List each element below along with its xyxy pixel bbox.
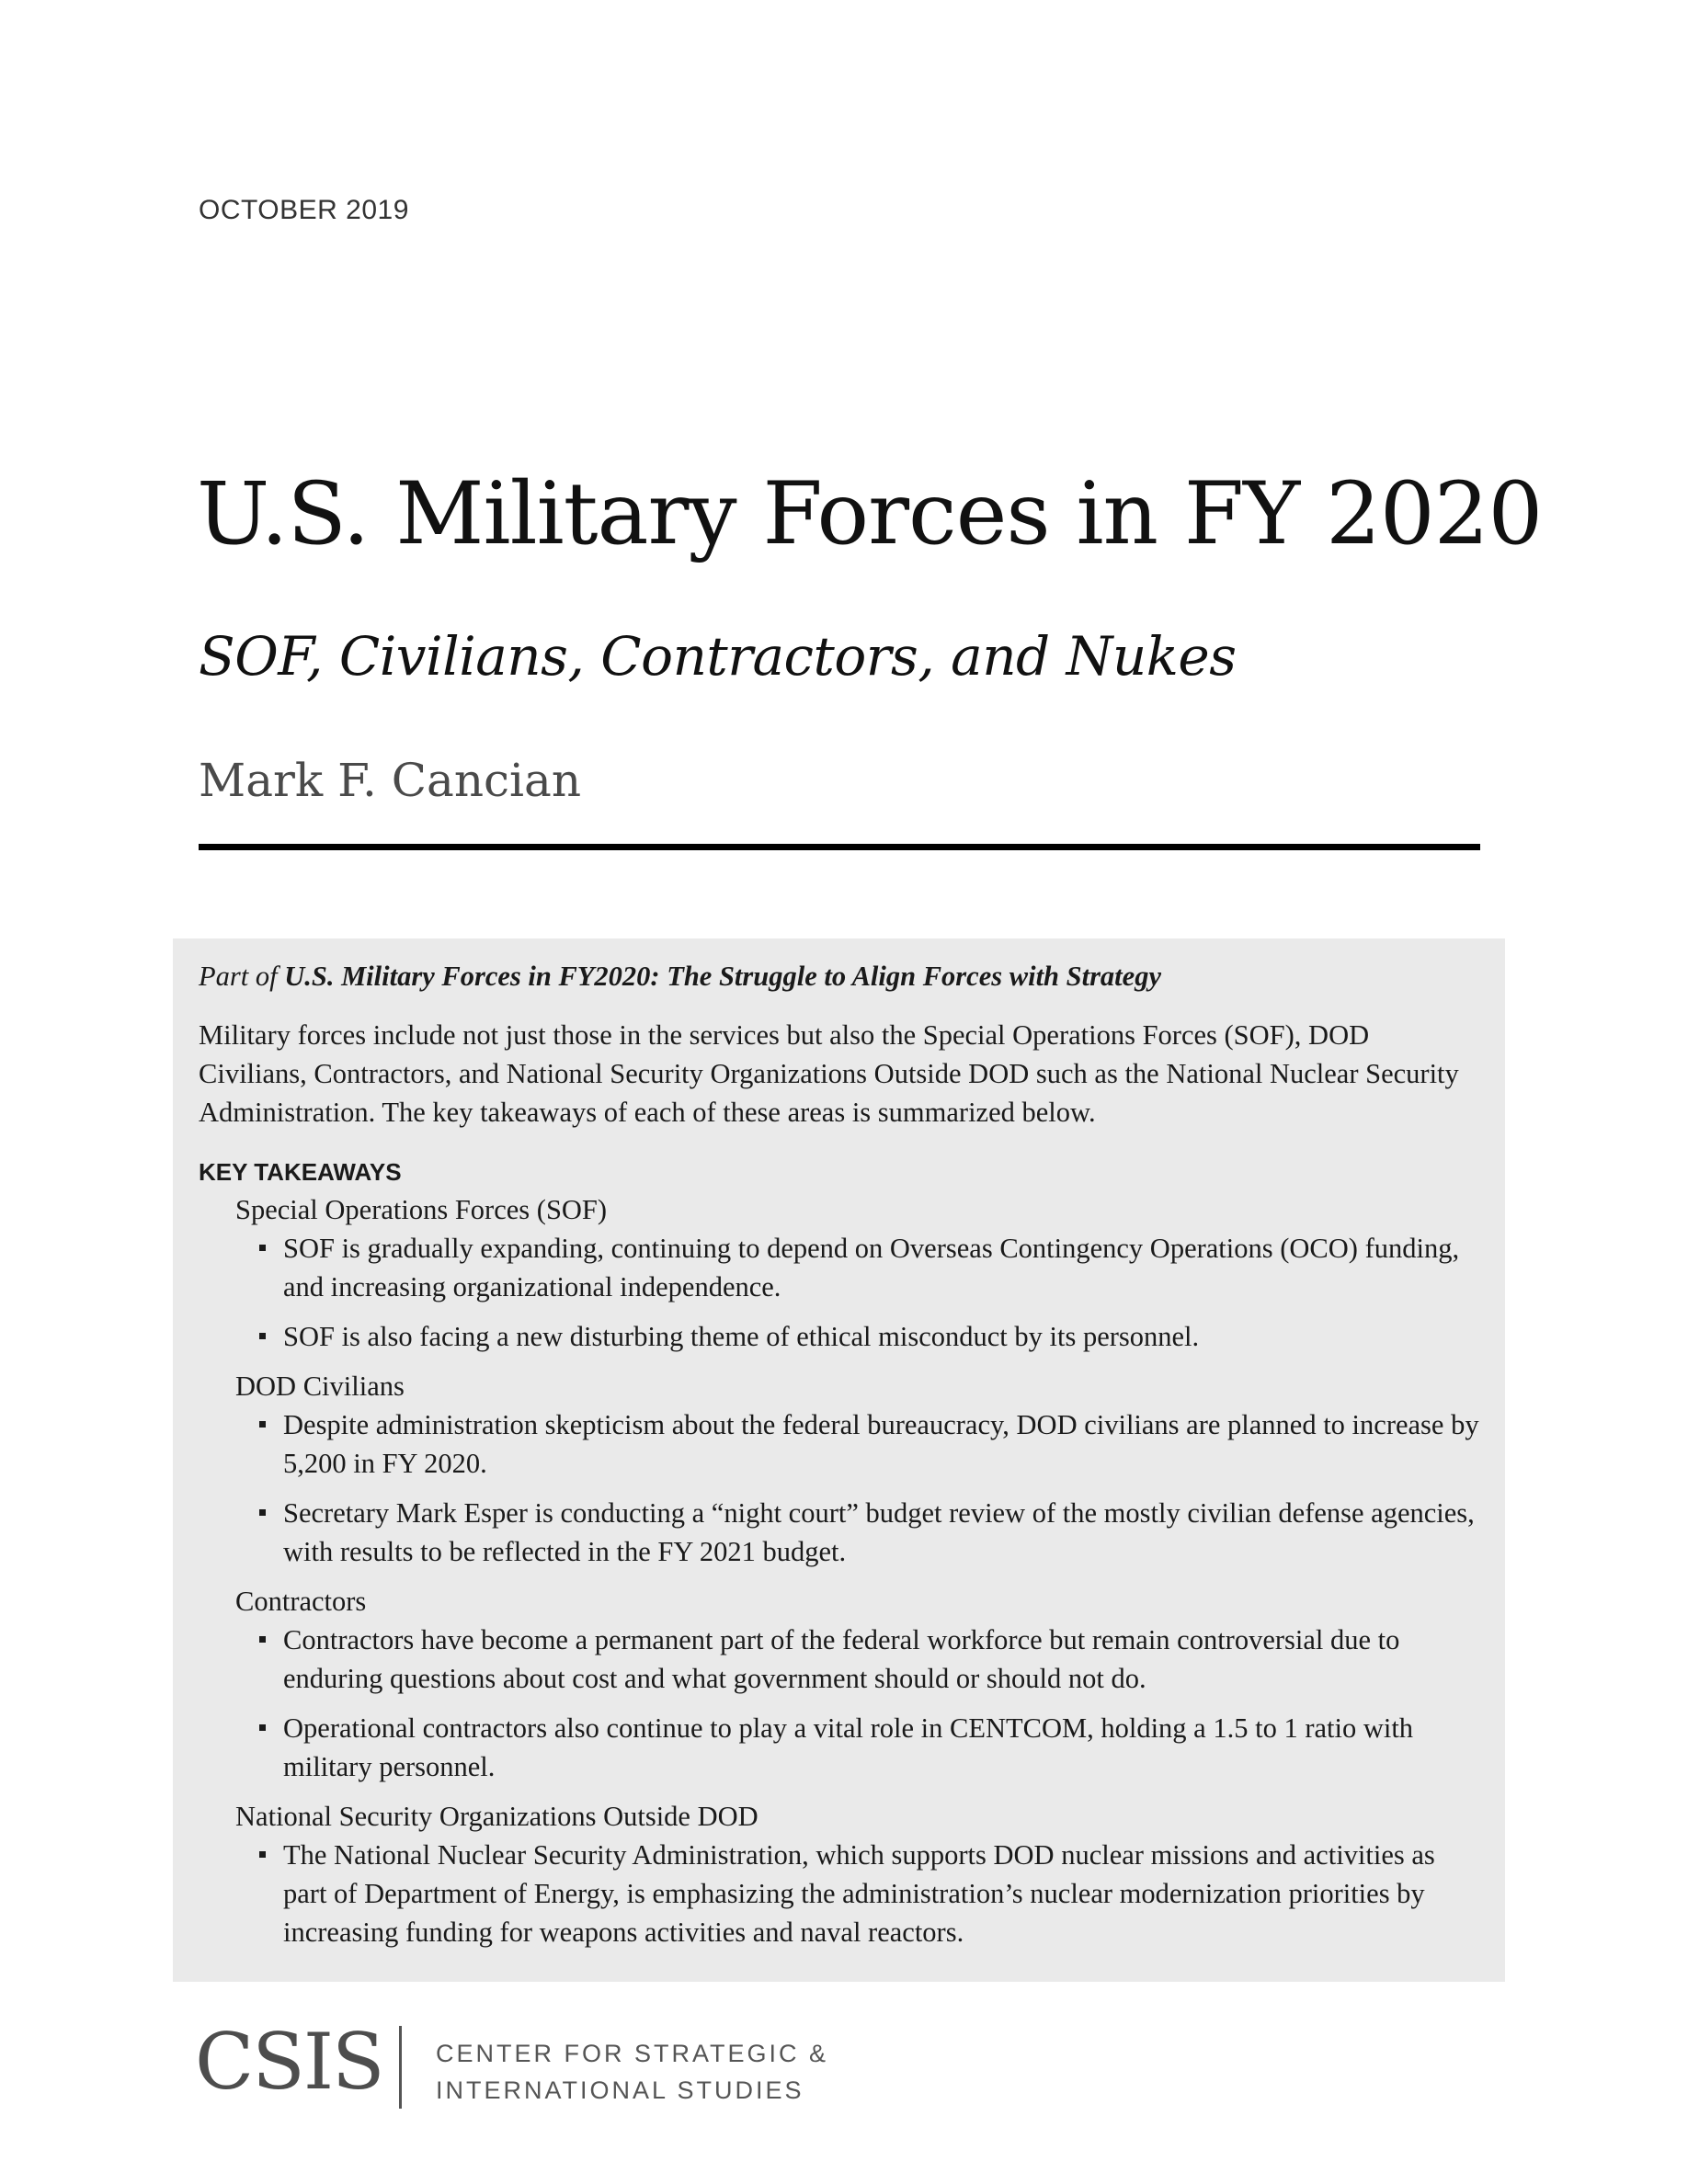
- list-item: [283, 1317, 1479, 1356]
- section-heading-contractors: Contractors: [235, 1586, 367, 1617]
- series-reference: [199, 957, 1479, 995]
- list-item: [283, 1621, 1479, 1698]
- bullet-icon: [259, 1421, 266, 1428]
- bullet-icon: [259, 1245, 266, 1251]
- document-title: U.S. Military Forces in FY 2020: [197, 464, 1543, 564]
- bullet-icon: [259, 1509, 266, 1516]
- series-prefix: Part of: [199, 961, 285, 992]
- logo-divider: [399, 2026, 402, 2109]
- section-heading-national-security: National Security Organizations Outside DOD: [235, 1801, 758, 1832]
- list-item: [283, 1405, 1479, 1483]
- bullet-icon: [259, 1333, 266, 1339]
- bullet-text: Despite administration skepticism about the federal bureaucracy, DOD civilians are planned to increase by 5,200 in FY 2020.: [283, 1409, 1479, 1479]
- summary-box: [173, 938, 1505, 1982]
- section-bullets-dod-civilians: [199, 1405, 1479, 1571]
- summary-intro: Military forces include not just those in the services but also the Special Operations Forces (SOF), DOD Civilians, Contractors, and National Security Organizations Outside DOD such as the National Nuclear Security Administration. The key takeaways of each of these areas is summarized below.: [199, 1019, 1459, 1128]
- section-bullets-national-security: [199, 1836, 1479, 1951]
- list-item: [283, 1836, 1479, 1951]
- list-item: [283, 1709, 1479, 1786]
- bullet-text: Operational contractors also continue to play a vital role in CENTCOM, holding a 1.5 to 1 ratio with military personnel.: [283, 1712, 1414, 1782]
- section-bullets-contractors: [199, 1621, 1479, 1786]
- section-heading-sof: Special Operations Forces (SOF): [235, 1194, 608, 1225]
- author-name: Mark F. Cancian: [199, 754, 582, 807]
- publication-date: OCTOBER 2019: [199, 195, 409, 225]
- logo-organization-name: [436, 2035, 828, 2109]
- bullet-text: Contractors have become a permanent part of the federal workforce but remain controversial due to enduring questions about cost and what government should or should not do.: [283, 1624, 1400, 1694]
- bullet-text: SOF is also facing a new disturbing theme of ethical misconduct by its personnel.: [283, 1321, 1200, 1352]
- logo-name-line-2: INTERNATIONAL STUDIES: [436, 2076, 804, 2104]
- logo-wordmark: CSIS: [195, 2017, 383, 2107]
- bullet-text: Secretary Mark Esper is conducting a “night court” budget review of the mostly civilian defense agencies, with results to be reflected in the FY 2021 budget.: [283, 1497, 1475, 1567]
- logo-name-line-1: CENTER FOR STRATEGIC &: [436, 2040, 829, 2067]
- bullet-icon: [259, 1724, 266, 1731]
- bullet-text: SOF is gradually expanding, continuing to depend on Overseas Contingency Operations (OCO) funding, and increasing organizational independence.: [283, 1233, 1460, 1302]
- section-bullets-sof: [199, 1229, 1479, 1356]
- bullet-text: The National Nuclear Security Administration, which supports DOD nuclear missions and activities as part of Department of Energy, is emphasizing the administration’s nuclear modernization priorities by increasing funding for weapons activities and naval reactors.: [283, 1839, 1435, 1948]
- series-title: U.S. Military Forces in FY2020: The Struggle to Align Forces with Strategy: [284, 961, 1161, 992]
- list-item: [283, 1494, 1479, 1571]
- section-heading-dod-civilians: DOD Civilians: [235, 1371, 405, 1402]
- bullet-icon: [259, 1636, 266, 1643]
- list-item: [283, 1229, 1479, 1306]
- bullet-icon: [259, 1851, 266, 1858]
- title-divider: [199, 844, 1480, 850]
- document-subtitle: SOF, Civilians, Contractors, and Nukes: [199, 625, 1237, 688]
- key-takeaways-heading: KEY TAKEAWAYS: [199, 1158, 402, 1186]
